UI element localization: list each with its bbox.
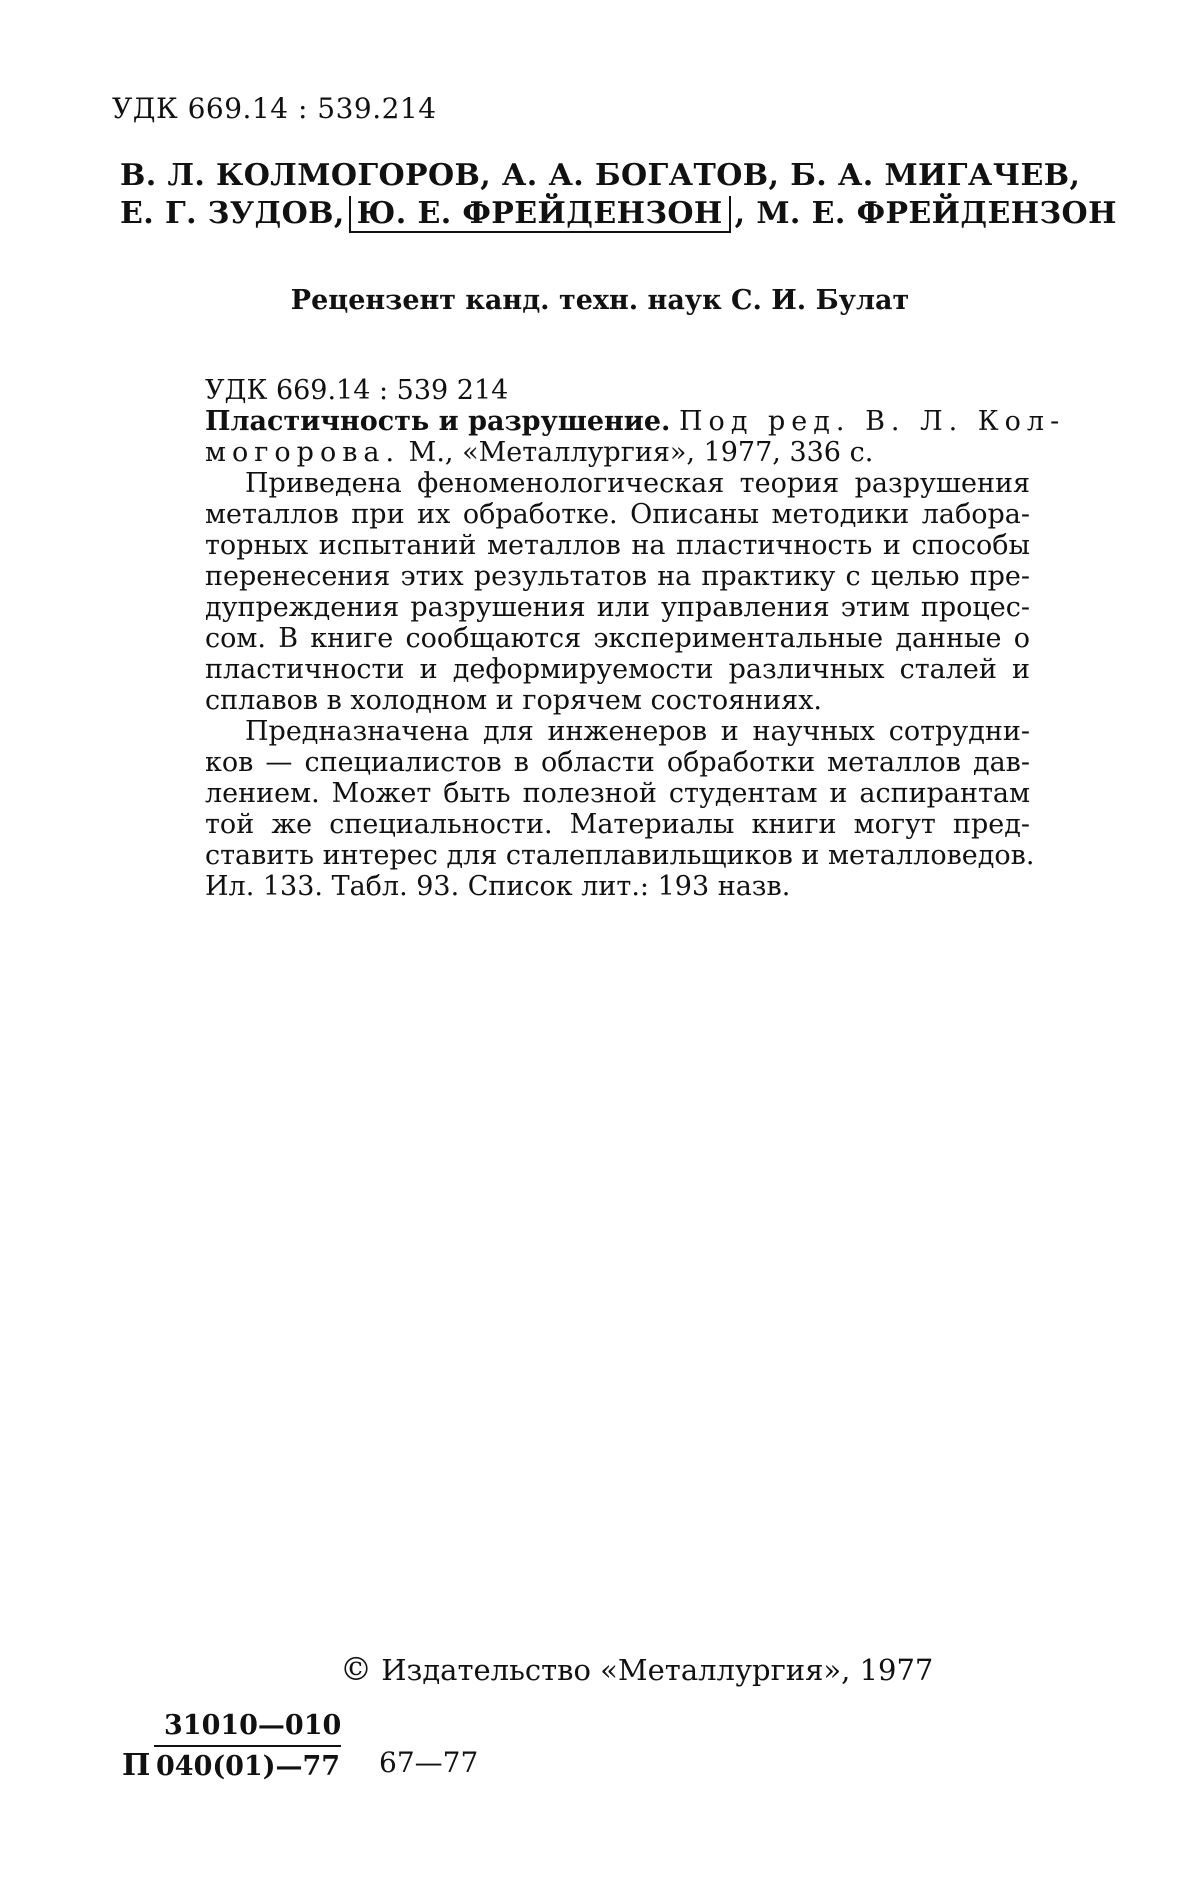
reviewer-line: Рецензент канд. техн. наук С. И. Булат <box>290 285 910 316</box>
para1-line: Приведена феноменологическая теория разрушения <box>245 468 1030 499</box>
para2-line: Ил. 133. Табл. 93. Список лит.: 193 назв. <box>205 871 791 902</box>
authors-line-1: В. Л. КОЛМОГОРОВ, А. А. БОГАТОВ, Б. А. МИГАЧЕВ, <box>120 158 1081 193</box>
abstract-paragraph-2 <box>205 716 1035 902</box>
author-framed-freidenzon: Ю. Е. ФРЕЙДЕНЗОН <box>349 196 731 233</box>
index-numerator: 31010—010 <box>164 1710 342 1741</box>
abstract-udk: УДК 669.14 : 539 214 <box>205 375 509 406</box>
editor-text-1: Под ред. В. Л. Кол- <box>679 406 1066 437</box>
para2-line: той же специальности. Материалы книги могут пред- <box>205 809 1030 840</box>
para2-line: ков — специалистов в области обработки металлов дав- <box>205 747 1030 778</box>
abstract-paragraph-1 <box>205 468 1030 716</box>
authors-line-2 <box>120 196 1117 231</box>
para1-line: торных испытаний металлов на пластичность и способы <box>205 530 1030 561</box>
abstract-block <box>205 375 1066 902</box>
author-m-freidenzon: , М. Е. ФРЕЙДЕНЗОН <box>734 196 1117 231</box>
para2-line: Предназначена для инженеров и научных сотрудни- <box>245 716 1030 747</box>
abstract-citation-line-1 <box>205 406 1066 437</box>
para1-line: дупреждения разрушения или управления этим процес- <box>205 592 1030 623</box>
author-zudov: Е. Г. ЗУДОВ, <box>120 196 345 231</box>
para1-line: сом. В книге сообщаются экспериментальные данные о <box>205 623 1030 654</box>
udk-code: УДК 669.14 : 539.214 <box>112 92 437 125</box>
para2-line: ставить интерес для сталеплавильщиков и металловедов. <box>205 840 1035 871</box>
para1-line: металлов при их обработке. Описаны методики лабора- <box>205 499 1030 530</box>
copyright-text: Издательство «Металлургия», 1977 <box>381 1653 934 1687</box>
publisher-info: М., «Металлургия», 1977, 336 с. <box>408 437 874 468</box>
para1-line: перенесения этих результатов на практику с целью пре- <box>205 561 1030 592</box>
index-tail: 67—77 <box>379 1746 479 1779</box>
index-fraction <box>154 1710 479 1782</box>
copyright-icon: © <box>340 1650 372 1688</box>
index-denominator: 040(01)—77 <box>154 1745 341 1782</box>
para2-line: лением. Может быть полезной студентам и аспирантам <box>205 778 1030 809</box>
index-letter: П <box>122 1748 151 1783</box>
book-title: Пластичность и разрушение. <box>205 406 671 437</box>
copyright-line <box>340 1650 933 1688</box>
abstract-citation-line-2 <box>205 437 1030 468</box>
para1-line: сплавов в холодном и горячем состояниях. <box>205 685 823 716</box>
para1-line: пластичности и деформируемости различных сталей и <box>205 654 1030 685</box>
editor-text-2: могорова. <box>205 437 401 468</box>
